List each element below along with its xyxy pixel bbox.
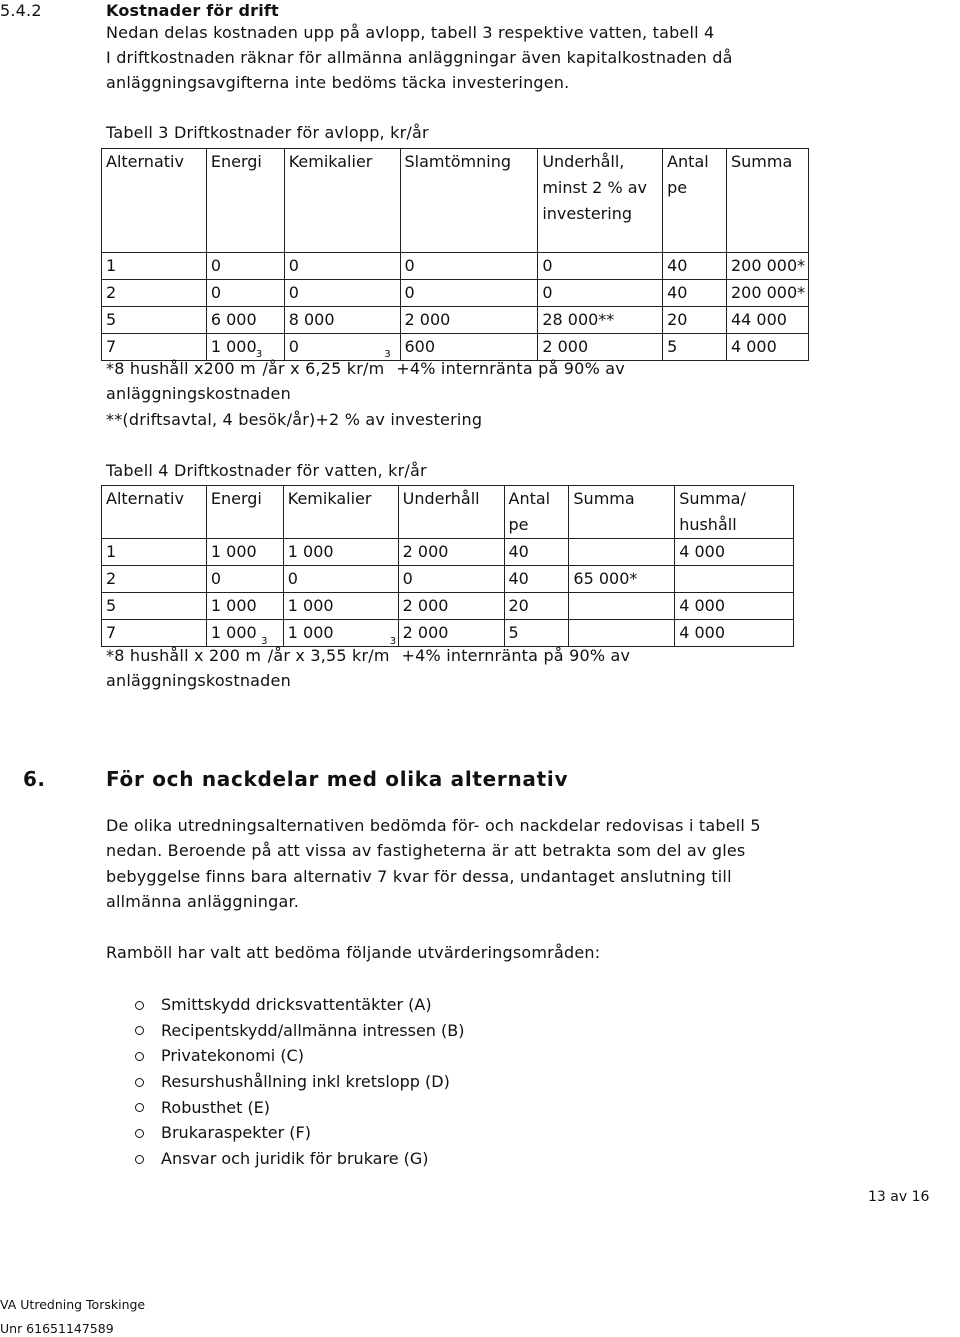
table-cell: 5 (504, 620, 569, 647)
table-row (102, 307, 809, 334)
table3-header-cell: Antal pe (663, 149, 727, 253)
bullet-icon (135, 1052, 144, 1061)
table-cell: 600 (400, 334, 538, 361)
table4-header-cell: Antal pe (504, 486, 569, 539)
table-cell (569, 539, 675, 566)
table4-header-row (102, 486, 794, 539)
table3-header-row (102, 149, 809, 253)
table4-header-cell: Underhåll (398, 486, 504, 539)
list-item-text: Robusthet (E) (161, 1097, 271, 1117)
table4-header-cell: Kemikalier (283, 486, 398, 539)
table-cell: 40 (504, 539, 569, 566)
footer-project: VA Utredning Torskinge (0, 1297, 146, 1312)
superscript: 3 (389, 636, 397, 647)
table-cell: 8 000 (284, 307, 400, 334)
para2: Ramböll har valt att bedöma följande utvärderingsområden: (106, 943, 601, 962)
bullet-icon (135, 1103, 144, 1112)
bullet-icon (135, 1078, 144, 1087)
table-cell: 4 000 (726, 334, 808, 361)
table-cell: 7 (102, 620, 207, 647)
table3-footnote-1 (106, 349, 625, 382)
list-item (132, 1120, 465, 1146)
list-item-text: Brukaraspekter (F) (161, 1123, 311, 1143)
table-row (102, 566, 794, 593)
table-cell: 1 (102, 539, 207, 566)
table-cell: 1 000 (283, 593, 398, 620)
chapter-number: 6. (23, 767, 46, 791)
bullet-icon (135, 1129, 144, 1138)
table4 (101, 485, 794, 647)
table-cell: 40 (663, 253, 727, 280)
table-cell: 0 (398, 566, 504, 593)
table4-header-cell: Summa (569, 486, 675, 539)
table4-footnote (106, 636, 631, 669)
list-item-text: Smittskydd dricksvattentäkter (A) (161, 995, 432, 1014)
intro-line-2: I driftkostnaden räknar för allmänna anläggningar även kapitalkostnaden då (106, 48, 733, 67)
table-cell: 1 000 (283, 539, 398, 566)
table-cell: 5 (102, 307, 207, 334)
table3-header-cell: Summa (726, 149, 808, 253)
table-cell: 40 (504, 566, 569, 593)
table-cell (675, 566, 794, 593)
table-row (102, 253, 809, 280)
table-cell: 2 000 (398, 620, 504, 647)
footnote-text: *8 hushåll x200 m (106, 359, 256, 378)
table-cell: 28 000** (538, 307, 663, 334)
list-item-text: Privatekonomi (C) (161, 1046, 304, 1066)
table-cell: 2 000 (398, 539, 504, 566)
table-cell: 6 000 (206, 307, 284, 334)
table-cell: 2 000 (538, 334, 663, 361)
footnote-text: /år x 3,55 kr/m (267, 646, 390, 665)
table-cell: 0 (538, 253, 663, 280)
page-number: 13 av 16 (868, 1189, 930, 1205)
table4-header-cell: Alternativ (102, 486, 207, 539)
evaluation-areas-list (132, 992, 465, 1172)
chapter-title: För och nackdelar med olika alternativ (106, 767, 569, 791)
superscript: 3 (261, 636, 268, 647)
footnote-text: /år x 6,25 kr/m (262, 359, 385, 378)
table-cell: 40 (663, 280, 727, 307)
para1-line-4: allmänna anläggningar. (106, 892, 300, 911)
list-item (132, 1069, 465, 1095)
table4-header-cell: Energi (206, 486, 283, 539)
table-cell: 5 (663, 334, 727, 361)
list-item-text: Resurshushållning inkl kretslopp (D) (161, 1072, 450, 1092)
table3-header-cell: Underhåll, minst 2 % av investering (538, 149, 663, 253)
table3-header-cell: Slamtömning (400, 149, 538, 253)
table3-header-cell: Energi (206, 149, 284, 253)
table-cell: 2 000 (398, 593, 504, 620)
table-cell: 1 000 (206, 539, 283, 566)
table3-footnote-1-cont: anläggningskostnaden (106, 384, 291, 403)
table-cell: 4 000 (675, 620, 794, 647)
table-cell: 4 000 (675, 593, 794, 620)
table-cell: 0 (284, 280, 400, 307)
table-cell: 2 (102, 566, 207, 593)
table3-header-cell: Alternativ (102, 149, 207, 253)
table-cell: 4 000 (675, 539, 794, 566)
table-cell: 1 (102, 253, 207, 280)
table-cell: 2 (102, 280, 207, 307)
table-cell: 0 (400, 280, 538, 307)
table-cell: 0 (400, 253, 538, 280)
intro-line-3: anläggningsavgifterna inte bedöms täcka investeringen. (106, 73, 570, 92)
table3-caption: Tabell 3 Driftkostnader för avlopp, kr/år (106, 123, 429, 142)
table-cell: 1 000 (206, 620, 283, 647)
table-row (102, 280, 809, 307)
list-item (132, 1146, 465, 1172)
table-cell: 0 (206, 253, 284, 280)
table-cell: 0 (206, 566, 283, 593)
table-cell: 1 000 (206, 334, 284, 361)
list-item (132, 1095, 465, 1121)
list-item-text: Ansvar och juridik för brukare (G) (161, 1149, 429, 1169)
section-number: 5.4.2 (0, 1, 42, 20)
table-cell: 65 000* (569, 566, 675, 593)
table-cell: 0 (538, 280, 663, 307)
table3-footnote-2: **(driftsavtal, 4 besök/år)+2 % av investering (106, 410, 483, 429)
table-cell: 20 (663, 307, 727, 334)
table-row (102, 539, 794, 566)
table-row (102, 593, 794, 620)
table-cell: 200 000* (726, 253, 808, 280)
table-cell (569, 593, 675, 620)
superscript: 3 (255, 349, 263, 360)
list-item (132, 1018, 465, 1044)
para1-line-1: De olika utredningsalternativen bedömda för- och nackdelar redovisas i tabell 5 (106, 816, 761, 835)
list-item (132, 1043, 465, 1069)
table-cell: 44 000 (726, 307, 808, 334)
table4-caption: Tabell 4 Driftkostnader för vatten, kr/år (106, 461, 427, 480)
table-cell: 200 000* (726, 280, 808, 307)
footnote-text: +4% internränta på 90% av (396, 646, 631, 665)
table-cell: 0 (283, 566, 398, 593)
table-cell: 0 (206, 280, 284, 307)
intro-line-1: Nedan delas kostnaden upp på avlopp, tabell 3 respektive vatten, tabell 4 (106, 23, 715, 42)
table-cell: 2 000 (400, 307, 538, 334)
bullet-icon (135, 1155, 144, 1164)
section-title: Kostnader för drift (106, 1, 279, 20)
list-item-text: Recipentskydd/allmänna intressen (B) (161, 1020, 465, 1040)
table-cell: 1 000 (283, 620, 398, 647)
table-cell: 5 (102, 593, 207, 620)
footnote-text: *8 hushåll x 200 m (106, 646, 262, 665)
table3 (101, 148, 809, 361)
footer-number: Unr 61651147589 (0, 1321, 114, 1336)
table-cell: 1 000 (206, 593, 283, 620)
para1-line-3: bebyggelse finns bara alternativ 7 kvar för dessa, undantaget anslutning till (106, 867, 732, 886)
table4-header-cell: Summa/ hushåll (675, 486, 794, 539)
table-cell: 0 (284, 253, 400, 280)
superscript: 3 (384, 349, 391, 360)
bullet-icon (135, 1026, 144, 1035)
table4-footnote-cont: anläggningskostnaden (106, 671, 291, 690)
table-cell: 7 (102, 334, 207, 361)
table3-header-cell: Kemikalier (284, 149, 400, 253)
footnote-text: +4% internränta på 90% av (390, 359, 625, 378)
para1-line-2: nedan. Beroende på att vissa av fastigheterna är att betrakta som del av gles (106, 841, 746, 860)
table-cell: 0 (284, 334, 400, 361)
list-item (132, 992, 465, 1018)
bullet-icon (135, 1001, 144, 1010)
table-cell: 20 (504, 593, 569, 620)
